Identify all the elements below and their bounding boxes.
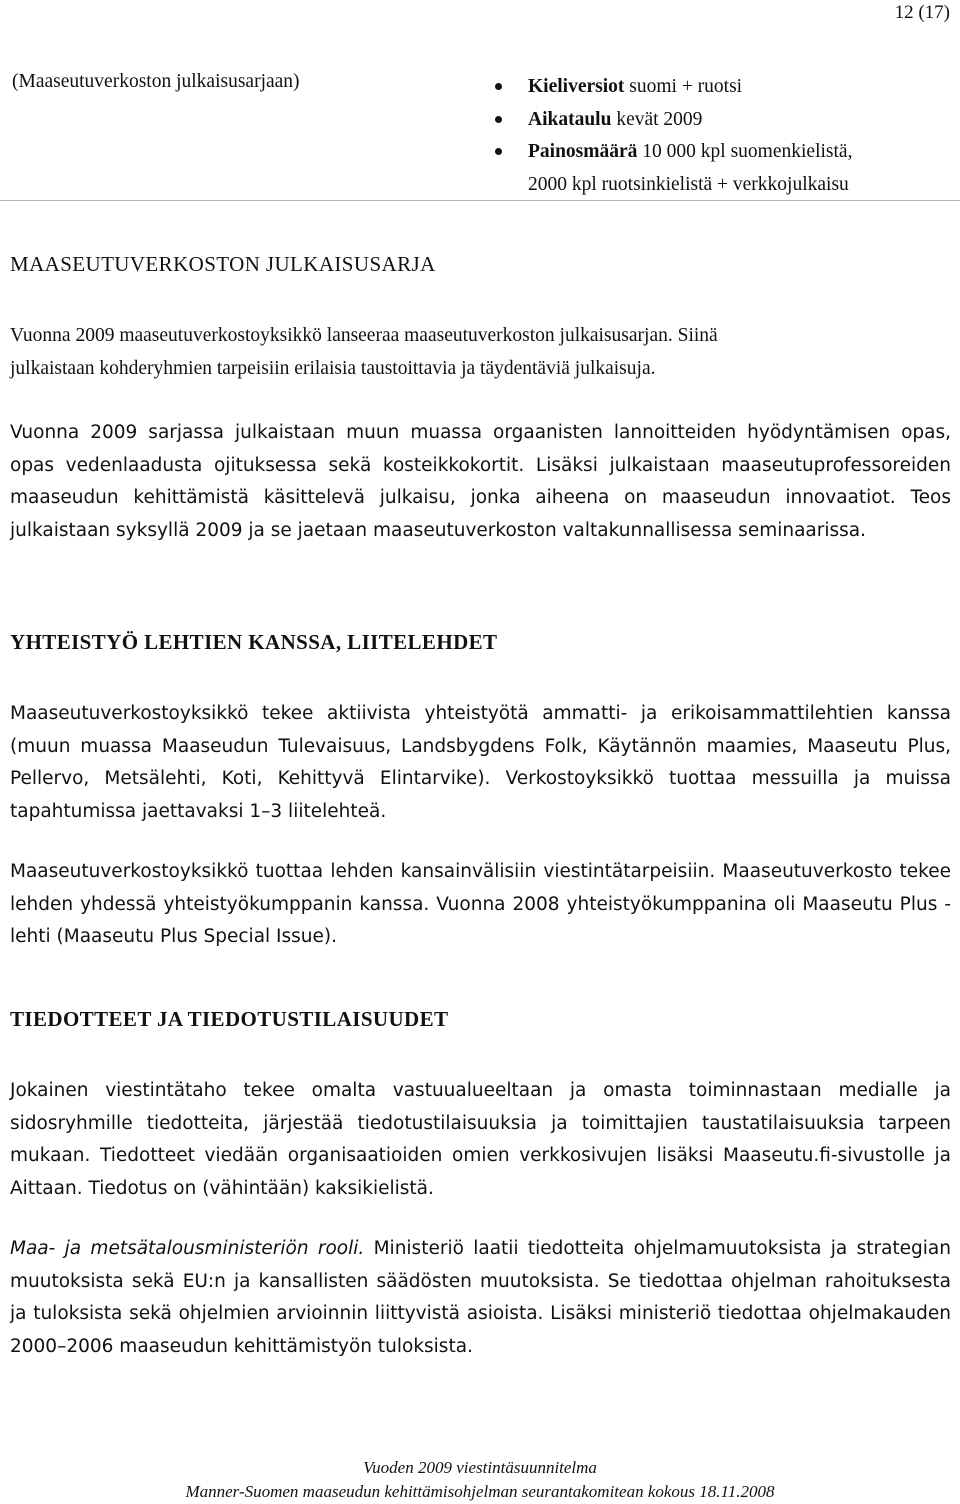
paragraph-line: julkaistaan kohderyhmien tarpeisiin erilaisia taustoittavia ja täydentäviä julkaisuja. — [10, 357, 656, 379]
section-julkaisusarja-body — [10, 417, 951, 547]
list-item-continuation — [486, 169, 956, 202]
bullet-bold-label: Painosmäärä — [528, 141, 638, 162]
publication-details-list — [486, 71, 956, 201]
paragraph — [10, 1233, 951, 1363]
paragraph: Jokainen viestintätaho tekee omalta vastuualueeltaan ja omasta toiminnastaan medialle ja sidosryhmille tiedotteita, järjestää tiedotustilaisuuksia ja toimittajien taustatilaisuuksia tarpeen mukaan. Tiedotteet viedään organisaatioiden omien verkkosivujen lisäksi Maaseutu.fi-sivustolle ja Aittaan. Tiedotus on (vähintään) kaksikielistä. — [10, 1080, 951, 1199]
paragraph: Maaseutuverkostoyksikkö tekee aktiivista yhteistyötä ammatti- ja erikoisammattilehtien kanssa (muun muassa Maaseudun Tulevaisuus, Landsbygdens Folk, Käytännön maamies, Maaseutu Plus, Pellervo, Metsälehti, Koti, Kehittyvä Elintarvike). Verkostoyksikkö tuottaa messuilla ja muissa tapahtumissa jaettavaksi 1–3 liitelehteä. — [10, 703, 951, 822]
section-tiedotteet-body — [10, 1075, 951, 1205]
italic-lead: Maa- ja metsätalousministeriön rooli. — [10, 1238, 365, 1259]
table-left-cell: (Maaseutuverkoston julkaisusarjaan) — [12, 71, 300, 92]
section-julkaisusarja — [10, 252, 951, 277]
publication-info-table — [0, 65, 960, 201]
paragraph-text: Ministeriö laatii tiedotteita ohjelmamuutoksista ja strategian muutoksista sekä EU:n ja kansallisten säädösten muutoksista. Se tiedottaa ohjelman rahoituksesta ja tuloksista sekä ohjelmien arvioinnin liittyvistä asioista. Lisäksi ministeriö tiedottaa ohjelmakauden 2000–2006 maaseudun kehittämistyön tuloksista. — [10, 1238, 951, 1357]
paragraph-line: Vuonna 2009 maaseutuverkostoyksikkö lanseeraa maaseutuverkoston julkaisusarjan. Siinä — [10, 325, 718, 346]
bullet-icon — [495, 83, 502, 90]
section-yhteistyo-body-2 — [10, 856, 951, 954]
section-julkaisusarja-intro — [10, 320, 951, 385]
page-number: 12 (17) — [894, 2, 950, 23]
section-heading: MAASEUTUVERKOSTON JULKAISUSARJA — [10, 252, 436, 276]
list-item — [486, 71, 956, 104]
section-yhteistyo — [10, 630, 951, 655]
section-heading: TIEDOTTEET JA TIEDOTUSTILAISUUDET — [10, 1007, 449, 1031]
bullet-bold-label: Kieliversiot — [528, 76, 625, 97]
table-right-cell — [486, 71, 956, 201]
section-tiedotteet-body-2 — [10, 1233, 951, 1363]
bullet-text: 10 000 kpl suomenkielistä, — [637, 141, 853, 162]
bullet-text: suomi + ruotsi — [624, 76, 743, 97]
paragraph: Vuonna 2009 sarjassa julkaistaan muun muassa orgaanisten lannoitteiden hyödyntämisen opas, opas vedenlaadusta ojituksessa sekä kosteikkokortit. Lisäksi julkaistaan maaseutuprofessoreiden maaseudun kehittämistä käsittelevä julkaisu, jonka aiheena on maaseudun innovaatiot. Teos julkaistaan syksyllä 2009 ja se jaetaan maaseutuverkoston valtakunnallisessa seminaarissa. — [10, 422, 951, 541]
section-heading: YHTEISTYÖ LEHTIEN KANSSA, LIITELEHDET — [10, 630, 498, 654]
bullet-text: 2000 kpl ruotsinkielistä + verkkojulkaisu — [528, 173, 849, 195]
section-tiedotteet — [10, 1007, 951, 1032]
footer-title: Vuoden 2009 viestintäsuunnitelma — [363, 1458, 597, 1477]
footer-subtitle: Manner-Suomen maaseudun kehittämisohjelman seurantakomitean kokous 18.11.2008 — [185, 1482, 775, 1501]
bullet-icon — [495, 148, 502, 155]
section-yhteistyo-body — [10, 698, 951, 828]
paragraph: Maaseutuverkostoyksikkö tuottaa lehden kansainvälisiin viestintätarpeisiin. Maaseutuverkosto tekee lehden yhdessä yhteistyökumppanin kanssa. Vuonna 2008 yhteistyökumppanina oli Maaseutu Plus -lehti (Maaseutu Plus Special Issue). — [10, 861, 951, 947]
bullet-bold-label: Aikataulu — [528, 108, 612, 130]
bullet-icon — [495, 116, 502, 123]
list-item — [486, 136, 956, 169]
list-item — [486, 104, 956, 137]
bullet-text: kevät 2009 — [611, 108, 703, 130]
